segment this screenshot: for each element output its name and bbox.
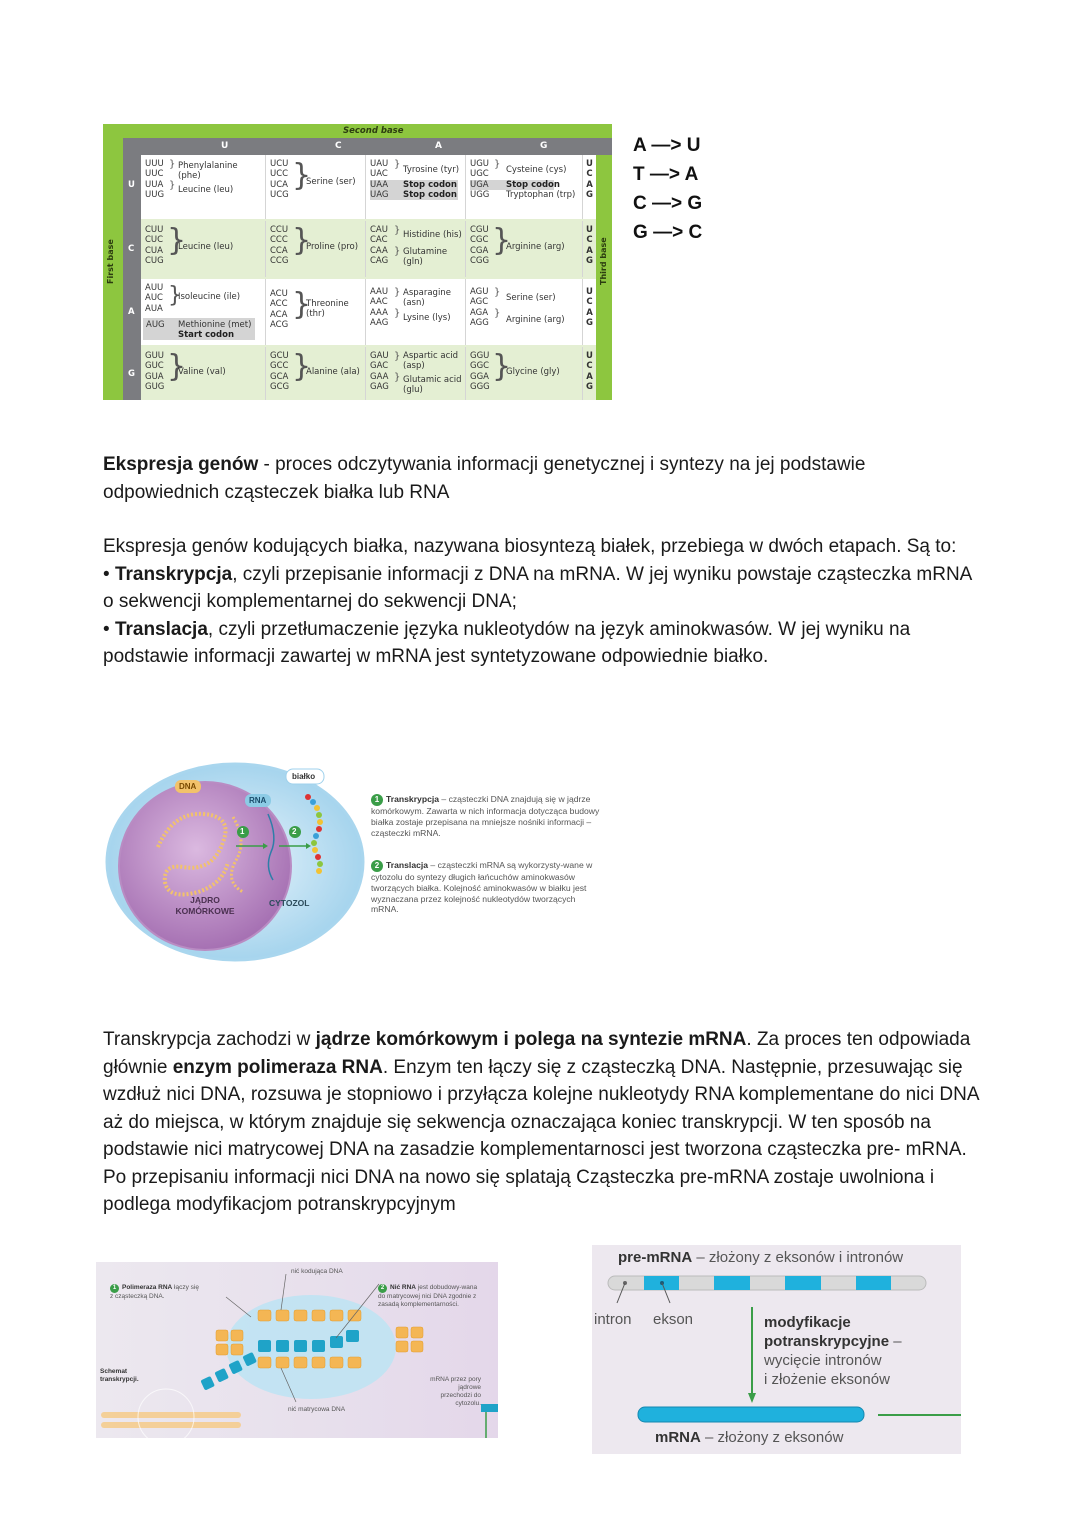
caption-transcription: 1 Transkrypcja – cząsteczki DNA znajdują się w jądrze komórkowym. Zawarta w nich informacja dotycząca budowy białka zostaje przepisana na mniejsze nośniki informacji – cząsteczki mRNA. (371, 794, 600, 838)
codon-row-C (141, 221, 596, 277)
first-base-label: First base (106, 239, 115, 284)
pairing-item: C —> G (633, 193, 703, 214)
third-base-A-row: U C A G (586, 287, 593, 328)
cell-illustration (103, 752, 368, 970)
codon-cell-AU: AUU AUC AUA } Isoleucine (ile) AUG Methionine (met) Start codon (141, 279, 266, 345)
mrna-title: mRNA – złożony z eksonów (655, 1429, 844, 1446)
transcription-diagram-figure (96, 1262, 498, 1438)
second-base-G: G (540, 141, 548, 151)
first-base-A: A (128, 307, 135, 317)
step2-badge: 2 (292, 827, 297, 836)
codon-cell-AC: ACU ACC ACA ACG } Threonine (thr) (266, 279, 366, 345)
codon-cell-GU: GUU GUC GUA GUG } Valine (val) (141, 347, 266, 400)
stage-item-translation: • Translacja, czyli przetłumaczenie języka nukleotydów na język aminokwasów. W jej wyniku na podstawie informacji zawartej w mRNA jest syntetyzowane odpowiednie białko. (103, 618, 911, 667)
third-base-label: Third base (599, 237, 608, 285)
stages-paragraph (103, 533, 983, 671)
codon-cell-UA: UAU UAC UAA UAG } Tyrosine (tyr) Stop codon Stop codon (366, 155, 466, 219)
label-template-strand: nić matrycowa DNA (288, 1406, 346, 1413)
third-base-G-row: U C A G (586, 351, 593, 392)
codon-cell-CA: CAU CAC CAA CAG } Histidine (his) } Glutamine (gln) (366, 221, 466, 277)
definition-paragraph: Ekspresja genów - proces odczytywania informacji genetycznej i syntezy na jej podstawie odpowiednich cząsteczek białka lub RNA (103, 454, 866, 503)
label-polymerase: 1 Polimeraza RNA łączy się z cząsteczką DNA. (110, 1284, 199, 1300)
second-base-C: C (335, 141, 342, 151)
codon-cell-CC: CCU CCC CCA CCG } Proline (pro) (266, 221, 366, 277)
first-base-column (123, 155, 141, 400)
pairing-item: T —> A (633, 164, 699, 185)
second-base-A: A (435, 141, 442, 151)
codon-cell-CG: CGU CGC CGA CGG } Arginine (arg) (466, 221, 583, 277)
second-base-title: Second base (343, 126, 404, 136)
pairing-item: G —> C (633, 222, 703, 243)
transcription-paragraph: Transkrypcja zachodzi w jądrze komórkowym i polega na syntezie mRNA. Za proces ten odpowiada głównie enzym polimeraza RNA. Enzym ten łączy się z cząsteczką DNA. Następnie, przesuwając się wzdłuż nici DNA, rozsuwa je stopniowo i przyłącza kolejne nukleotydy RNA komplementane do nici DNA aż do miejsca, w którym znajduje się sekwencja oznaczająca koniec transkrypcji. W ten sposób na podstawie nici matrycowej DNA na zasadzie komplementarnosci jest tworzona cząsteczka pre- mRNA. Po przepisaniu informacji nici DNA na nowo się splatają Cząsteczka pre-mRNA zostaje uwolniona i podlega modyfikacjom potranskrypcyjnym (103, 1029, 979, 1215)
first-base-C: C (128, 244, 135, 254)
pairing-item: A —> U (633, 135, 701, 156)
cell-diagram-figure (103, 752, 608, 970)
codon-table (103, 124, 612, 400)
codon-cell-UC: UCU UCC UCA UCG } Serine (ser) (266, 155, 366, 219)
codon-cell-CU: CUU CUC CUA CUG } Leucine (leu) (141, 221, 266, 277)
first-base-U: U (128, 180, 135, 190)
label-mrna-exit: mRNA przez pory jądrowe przechodzi do cytozolu. (430, 1376, 481, 1407)
stages-intro: Ekspresja genów kodujących białka, nazywana biosyntezą białek, przebiega w dwóch etapach. Są to: (103, 536, 957, 557)
label-rna-strand: 2 Nić RNA jest dobudowy-wana do matrycowej nici DNA zgodnie z zasadą komplementarności. (378, 1284, 478, 1308)
nucleus-label: JĄDRO KOMÓRKOWE (175, 895, 235, 916)
codon-row-A (141, 279, 596, 345)
codon-cell-UU: UUU UUC UUA UUG } Phenylalanine (phe) } Leucine (leu) (141, 155, 266, 219)
protein-label: białko (292, 772, 316, 781)
cytosol-label: CYTOZOL (269, 898, 310, 908)
second-base-U: U (221, 141, 229, 151)
dna-label: DNA (179, 782, 197, 791)
caption-translation: 2 Translacja – cząsteczki mRNA są wykorzysty-wane w cytozolu do syntezy długich łańcuchów aminokwasów tworzących białka. Kolejność aminokwasów w białku jest wyznaczana przez kolejność nukleotydów tworzących mRNA. (371, 860, 593, 915)
label-schema: Schemat transkrypcji. (100, 1368, 139, 1383)
codon-cell-GG: GGU GGC GGA GGG } Glycine (gly) (466, 347, 583, 400)
definition-term: Ekspresja genów (103, 454, 259, 475)
base-pairing-list (633, 131, 702, 247)
codon-table-title-bar (103, 124, 612, 138)
first-base-sidebar (103, 124, 123, 400)
splicing-diagram-figure (592, 1245, 961, 1454)
rna-label: RNA (249, 796, 267, 805)
modification-label: modyfikacje potranskrypcyjne – wycięcie intronów i złożenie eksonów (764, 1314, 902, 1388)
intron-label: intron (594, 1311, 632, 1328)
codon-cell-UG: UGU UGC UGA UGG } Cysteine (cys) Stop codon Tryptophan (trp) (466, 155, 583, 219)
exon-label: ekson (653, 1311, 694, 1328)
label-coding-strand: nić kodująca DNA (291, 1268, 343, 1275)
codon-cell-GA: GAU GAC GAA GAG } Aspartic acid (asp) } Glutamic acid (glu) (366, 347, 466, 400)
codon-cell-AG: AGU AGC AGA AGG } Serine (ser) } Arginine (arg) (466, 279, 583, 345)
third-base-sidebar (596, 155, 612, 400)
codon-cell-GC: GCU GCC GCA GCG } Alanine (ala) (266, 347, 366, 400)
codon-row-G (141, 347, 596, 400)
codon-cell-AA: AAU AAC AAA AAG } Asparagine (asn) } Lysine (lys) (366, 279, 466, 345)
codon-row-U (141, 155, 596, 219)
third-base-U-row: U C A G (586, 159, 593, 200)
first-base-G: G (128, 369, 135, 379)
step1-badge: 1 (240, 827, 245, 836)
start-codon-highlight: AUG Methionine (met) Start codon (143, 318, 255, 340)
pre-mrna-title: pre-mRNA – złożony z eksonów i intronów (618, 1249, 904, 1266)
stage-item-transcription: • Transkrypcja, czyli przepisanie informacji z DNA na mRNA. W jej wyniku powstaje cząsteczka mRNA o sekwencji komplementarnej do sekwencji DNA; (103, 563, 972, 612)
third-base-C-row: U C A G (586, 225, 593, 266)
